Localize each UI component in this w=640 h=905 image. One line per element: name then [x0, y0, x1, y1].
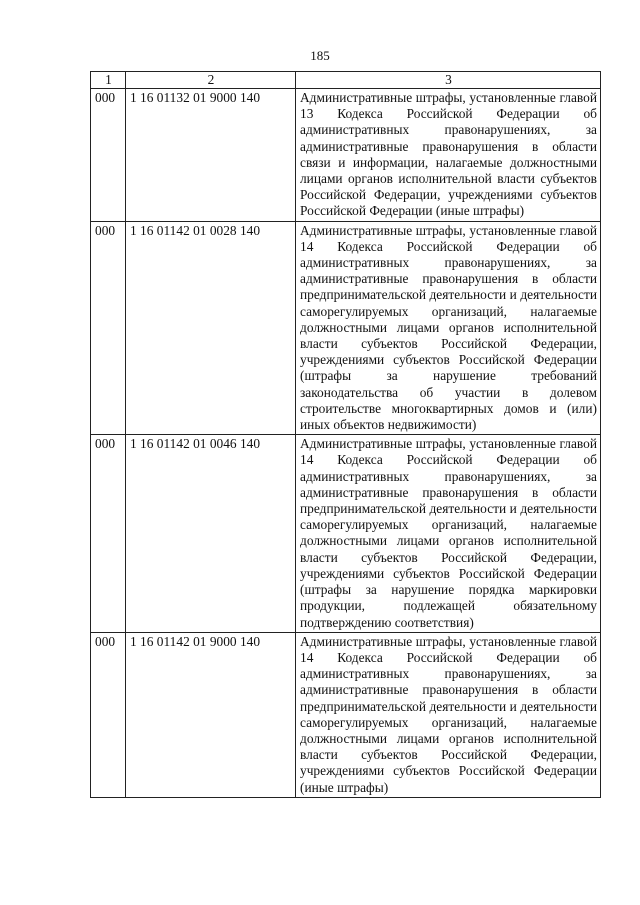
table-header-row — [91, 72, 601, 89]
budget-classification-table — [90, 71, 601, 798]
income-name-cell: Административные штрафы, установленные главой 14 Кодекса Российской Федерации об административных правонарушениях, за административные правонарушения в области предпринимательской деятельности и деятельности саморегулируемых организаций, налагаемые должностными лицами органов исполнительной власти субъектов Российской Федерации, учреждениями субъектов Российской Федерации (иные штрафы) — [296, 632, 601, 797]
admin-code-cell: 000 — [91, 221, 126, 435]
admin-code-cell: 000 — [91, 632, 126, 797]
income-name-cell: Административные штрафы, установленные главой 14 Кодекса Российской Федерации об административных правонарушениях, за административные правонарушения в области предпринимательской деятельности и деятельности саморегулируемых организаций, налагаемые должностными лицами органов исполнительной власти субъектов Российской Федерации, учреждениями субъектов Российской Федерации (штрафы за нарушение порядка маркировки продукции, подлежащей обязательному подтверждению соответствия) — [296, 435, 601, 632]
table-row — [91, 221, 601, 435]
column-header-1: 1 — [91, 72, 126, 89]
table-row — [91, 632, 601, 797]
admin-code-cell: 000 — [91, 435, 126, 632]
table-row — [91, 435, 601, 632]
column-header-3: 3 — [296, 72, 601, 89]
table-row — [91, 89, 601, 222]
page-number: 185 — [310, 48, 330, 63]
income-name-cell: Административные штрафы, установленные главой 13 Кодекса Российской Федерации об административных правонарушениях, за административные правонарушения в области связи и информации, налагаемые должностными лицами органов исполнительной власти субъектов Российской Федерации, учреждениями субъектов Российской Федерации (иные штрафы) — [296, 89, 601, 222]
kbk-code-cell: 1 16 01132 01 9000 140 — [126, 89, 296, 222]
column-header-2: 2 — [126, 72, 296, 89]
admin-code-cell: 000 — [91, 89, 126, 222]
income-name-cell: Административные штрафы, установленные главой 14 Кодекса Российской Федерации об административных правонарушениях, за административные правонарушения в области предпринимательской деятельности и деятельности саморегулируемых организаций, налагаемые должностными лицами органов исполнительной власти субъектов Российской Федерации, учреждениями субъектов Российской Федерации (штрафы за нарушение требований законодательства об участии в долевом строительстве многоквартирных домов и (или) иных объектов недвижимости) — [296, 221, 601, 435]
kbk-code-cell: 1 16 01142 01 0046 140 — [126, 435, 296, 632]
kbk-code-cell: 1 16 01142 01 9000 140 — [126, 632, 296, 797]
kbk-code-cell: 1 16 01142 01 0028 140 — [126, 221, 296, 435]
